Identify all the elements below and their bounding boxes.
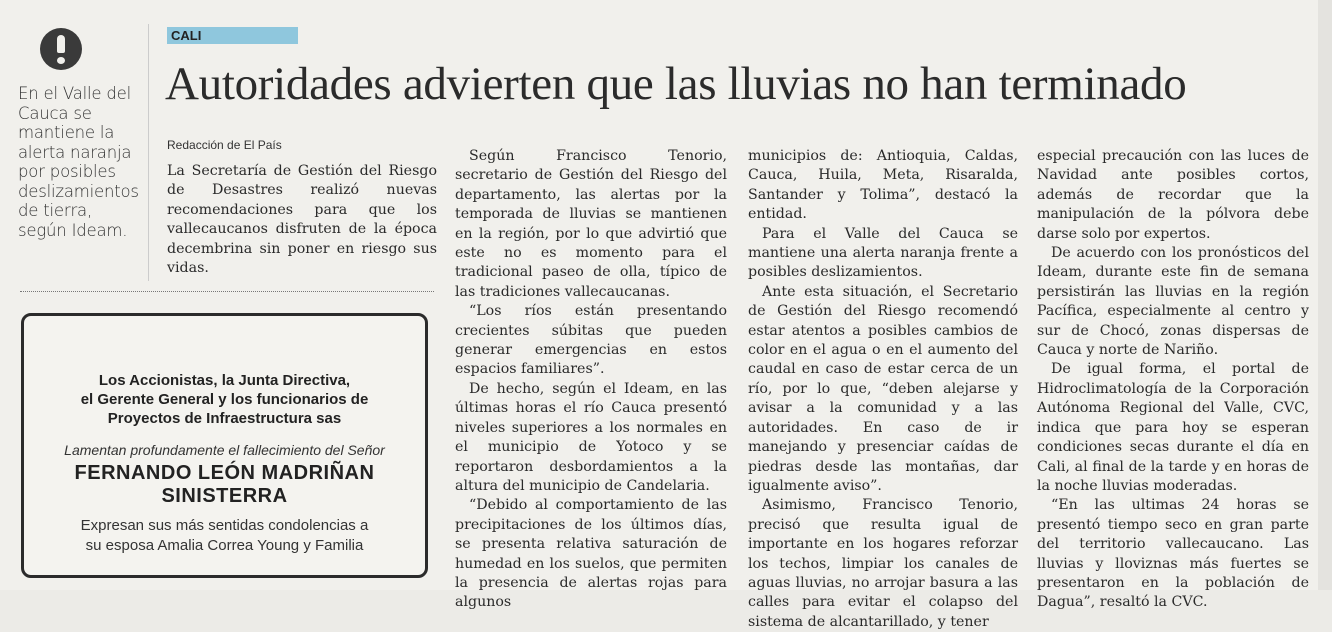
paragraph: “Debido al comportamiento de las precipitaciones de los últimos días, se presenta relativa saturación de humedad en los suelos, que permiten la presencia de alertas rojas para algunos	[455, 497, 727, 611]
section-tag: CALI	[167, 27, 298, 44]
lead-paragraph: La Secretaría de Gestión del Riesgo de Desastres realizó nuevas recomendaciones para que los vallecaucanos disfruten de la época decembrina sin poner en riesgo sus vidas.	[167, 163, 437, 277]
deceased-name: FERNANDO LEÓN MADRIÑAN SINISTERRA	[74, 462, 375, 507]
dotted-divider	[20, 291, 434, 292]
article-column-3	[748, 147, 1018, 632]
notice-senders-line: Proyectos de Infraestructura sas	[107, 410, 342, 427]
condolences-line: Expresan sus más sentidas condolencias a	[80, 517, 369, 534]
paragraph: Ante esta situación, el Secretario de Gestión del Riesgo recomendó estar atentos a posibles cambios de color en el agua o en el aumento del caudal en caso de estar cerca de un río, por lo que, “deben alejarse y avisar a la comunidad y a las autoridades. En caso de ir manejando y presenciar caídas de piedras desde las montañas, dar igualmente aviso”.	[748, 283, 1018, 494]
notice-senders	[24, 371, 425, 428]
notice-lament: Lamentan profundamente el fallecimiento del Señor	[64, 442, 385, 458]
paragraph: Según Francisco Tenorio, secretario de Gestión del Riesgo del departamento, las alertas por la temporada de lluvias se mantienen en la región, por lo que advirtió que este no es momento para el tradicional paseo de olla, típico de las tradiciones vallecaucanas.	[455, 148, 727, 300]
notice-senders-line: Los Accionistas, la Junta Directiva,	[98, 372, 351, 389]
paragraph: “En las ultimas 24 horas se presentó tiempo seco en gran parte del territorio vallecaucano. Las lluvias y lloviznas más fuertes se presentaron en la población de Dagua”, resaltó la CVC.	[1037, 497, 1309, 611]
adjacent-page-edge	[1318, 0, 1332, 590]
exclamation-icon	[40, 28, 82, 70]
notice-senders-line: el Gerente General y los funcionarios de	[80, 391, 369, 408]
paragraph: especial precaución con las luces de Navidad ante posibles cortos, además de recordar que la manipulación de la pólvora debe darse solo por expertos.	[1037, 148, 1309, 242]
notice-condolences	[24, 516, 425, 556]
paragraph: Para el Valle del Cauca se mantiene una alerta naranja frente a posibles deslizamientos.	[748, 225, 1018, 281]
sidebar-divider	[148, 24, 149, 281]
article-column-4	[1037, 147, 1309, 613]
paragraph: municipios de: Antioquia, Caldas, Cauca, Huila, Meta, Risaralda, Santander y Tolima”, destacó la entidad.	[748, 148, 1018, 223]
paragraph: De acuerdo con los pronósticos del Ideam, durante este fin de semana persistirán las lluvias en la región Pacífica, especialmente al centro y sur de Chocó, zonas dispersas de Cauca y norte de Nariño.	[1037, 245, 1309, 359]
condolences-line: su esposa Amalia Correa Young y Familia	[85, 537, 364, 554]
article-column-2	[455, 147, 727, 613]
sidebar	[18, 28, 143, 240]
condolence-notice	[21, 313, 428, 578]
paragraph: “Los ríos están presentando crecientes súbitas que pueden generar emergencias en estos espacios familiares”.	[455, 303, 727, 378]
article-byline: Redacción de El País	[167, 138, 282, 152]
sidebar-summary: En el Valle del Cauca se mantiene la alerta naranja por posibles deslizamientos de tierra, según Ideam.	[18, 84, 139, 240]
article-headline: Autoridades advierten que las lluvias no han terminado	[165, 58, 1187, 110]
paragraph: De igual forma, el portal de Hidroclimatología de la Corporación Autónoma Regional del Valle, CVC, indica que para hoy se esperan condiciones secas durante el día en Cali, al final de la tarde y en horas de la noche lluvias moderadas.	[1037, 361, 1309, 494]
article-lead-column	[167, 162, 437, 278]
paragraph: Asimismo, Francisco Tenorio, precisó que resulta igual de importante en los hogares reforzar los techos, limpiar los canales de aguas lluvias, no arrojar basura a las calles para evitar el colapso del sistema de alcantarillado, y tener	[748, 497, 1018, 630]
paragraph: De hecho, según el Ideam, en las últimas horas el río Cauca presentó niveles superiores a los normales en el municipio de Yotoco y se reportaron desbordamientos a la altura del municipio de Candelaria.	[455, 380, 727, 494]
